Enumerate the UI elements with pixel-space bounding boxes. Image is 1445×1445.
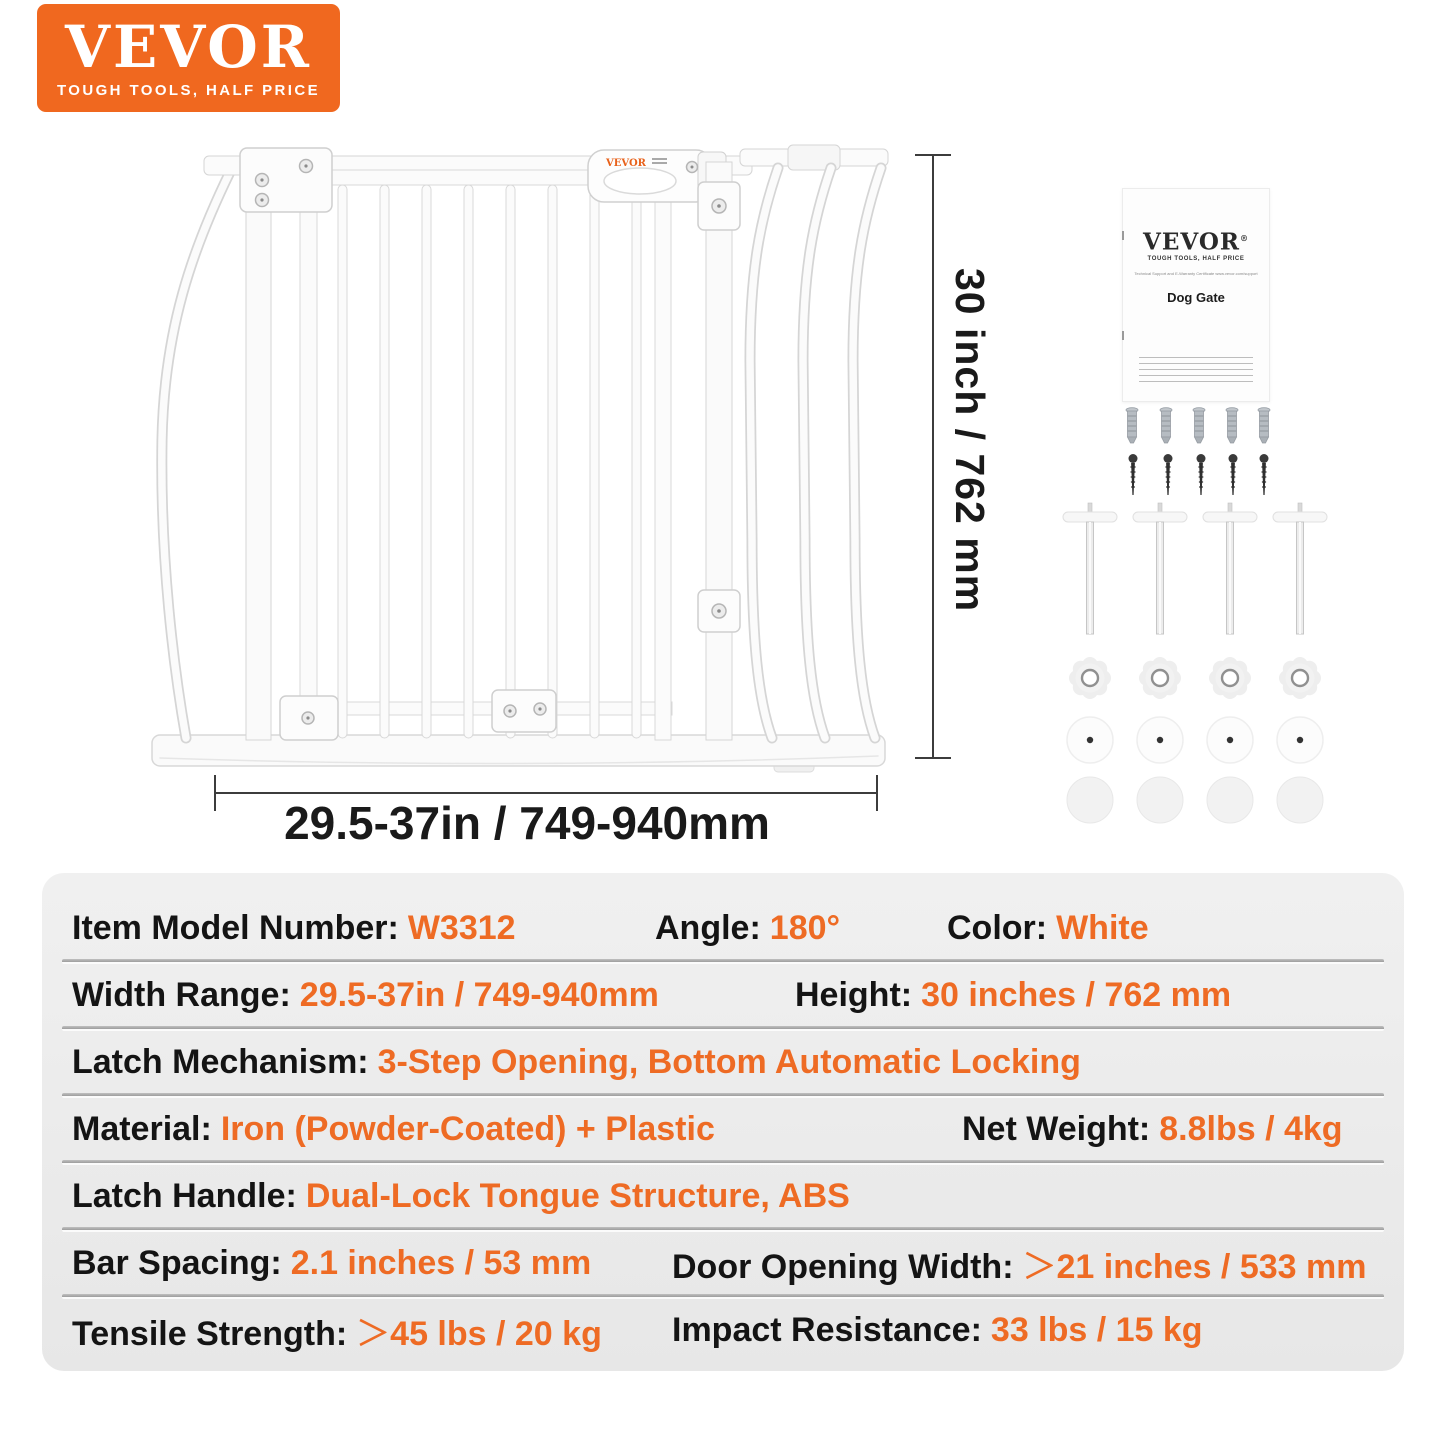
wall-pad-icon <box>1067 777 1113 823</box>
registered-mark: ® <box>1239 233 1249 243</box>
gate-bottom-latch <box>492 690 556 732</box>
manual-brand: VEVOR® <box>1143 228 1249 256</box>
gate-latch-bracket-top <box>698 182 740 230</box>
wall-anchor-icon <box>1258 408 1270 443</box>
vevor-logo-tagline: TOUGH TOOLS, HALF PRICE <box>57 81 320 99</box>
wall-anchor-icon <box>1160 408 1172 443</box>
spindle-rod-icon <box>1203 503 1257 634</box>
spec-label: Latch Handle: <box>72 1176 297 1215</box>
spec-value: 29.5-37in / 749-940mm <box>299 975 659 1014</box>
spec-value: ＞21 inches / 533 mm <box>1022 1247 1367 1286</box>
spec-value: 8.8lbs / 4kg <box>1159 1109 1343 1148</box>
spec-label: Width Range: <box>72 975 291 1014</box>
door-bottom-rail <box>300 702 672 715</box>
spec-label: Item Model Number: <box>72 908 399 947</box>
gate-handle-hole <box>604 168 676 194</box>
spec-row-latch-mechanism <box>42 1031 1404 1093</box>
gate-handle-brand: VEVOR <box>606 158 646 169</box>
screw-icon <box>1164 454 1173 495</box>
gate-left-wavy-bar <box>162 172 230 738</box>
dim-height-label: 30 inch / 762 mm <box>947 268 993 613</box>
wall-cup-icon <box>1207 717 1253 763</box>
spec-value: Dual-Lock Tongue Structure, ABS <box>305 1176 850 1215</box>
wall-cup-icon <box>1277 717 1323 763</box>
gate-illustration <box>140 140 900 780</box>
gate-hinge-bottom <box>280 696 338 740</box>
dim-width-label: 29.5-37in / 749-940mm <box>284 797 770 849</box>
gate-hinge-top <box>240 148 332 212</box>
spec-label: Color: <box>947 908 1048 947</box>
spec-label: Tensile Strength: <box>72 1314 348 1353</box>
spec-value: 180° <box>769 908 841 947</box>
spec-label: Height: <box>795 975 913 1014</box>
wall-pad-icon <box>1137 777 1183 823</box>
spec-label: Door Opening Width: <box>672 1247 1014 1286</box>
spec-value: W3312 <box>407 908 516 947</box>
spindle-rod-icon <box>1133 503 1187 634</box>
gate-left-post <box>246 160 271 740</box>
wall-pad-icon <box>1207 777 1253 823</box>
spec-panel <box>42 873 1404 1371</box>
spec-row-width-height <box>42 964 1404 1026</box>
spec-row-material <box>42 1098 1404 1160</box>
spec-value: 3-Step Opening, Bottom Automatic Locking <box>377 1042 1081 1081</box>
spec-value: 2.1 inches / 53 mm <box>290 1243 592 1282</box>
spec-label: Latch Mechanism: <box>72 1042 369 1081</box>
spec-row-strength <box>42 1299 1404 1361</box>
wall-anchor-icon <box>1226 408 1238 443</box>
vevor-logo-wordmark: VEVOR <box>65 12 312 81</box>
spindle-rod-icon <box>1063 503 1117 634</box>
spindle-rod-icon <box>1273 503 1327 634</box>
locking-knob-icon <box>1069 657 1111 699</box>
locking-knob-icon <box>1279 657 1321 699</box>
wall-cup-icon <box>1137 717 1183 763</box>
spec-row-model <box>42 897 1404 959</box>
spec-label: Bar Spacing: <box>72 1243 282 1282</box>
screw-icon <box>1260 454 1269 495</box>
gate-latch-bracket-bottom <box>698 590 740 632</box>
spec-label: Net Weight: <box>962 1109 1151 1148</box>
wall-anchor-icon <box>1193 408 1205 443</box>
spec-value: Iron (Powder-Coated) + Plastic <box>220 1109 715 1148</box>
spec-label: Material: <box>72 1109 212 1148</box>
wall-anchor-icon <box>1126 408 1138 443</box>
screw-icon <box>1229 454 1238 495</box>
locking-knob-icon <box>1139 657 1181 699</box>
spec-label: Angle: <box>655 908 761 947</box>
manual-title: Dog Gate <box>1167 289 1225 305</box>
spec-value: ＞45 lbs / 20 kg <box>356 1314 602 1353</box>
wall-pad-icon <box>1277 777 1323 823</box>
spec-label: Impact Resistance: <box>672 1310 982 1349</box>
locking-knob-icon <box>1209 657 1251 699</box>
vevor-logo <box>37 4 340 112</box>
gate-right-post <box>706 162 732 740</box>
manual-tagline: TOUGH TOOLS, HALF PRICE <box>1147 255 1245 262</box>
screw-icon <box>1197 454 1206 495</box>
manual-support-line: Technical Support and E-Warranty Certificate www.vevor.com/support <box>1134 270 1258 276</box>
wall-cup-icon <box>1067 717 1113 763</box>
spec-value: 33 lbs / 15 kg <box>990 1310 1203 1349</box>
door-latch-stile <box>655 182 671 740</box>
spec-row-latch-handle <box>42 1165 1404 1227</box>
door-bars <box>338 185 641 738</box>
spec-value: White <box>1056 908 1149 947</box>
spec-row-bar-spacing <box>42 1232 1404 1294</box>
hardware-parts <box>1040 170 1370 830</box>
screw-icon <box>1129 454 1138 495</box>
door-hinge-stile <box>300 170 317 740</box>
gate-right-wavy-bars <box>750 168 881 738</box>
spec-value: 30 inches / 762 mm <box>921 975 1232 1014</box>
